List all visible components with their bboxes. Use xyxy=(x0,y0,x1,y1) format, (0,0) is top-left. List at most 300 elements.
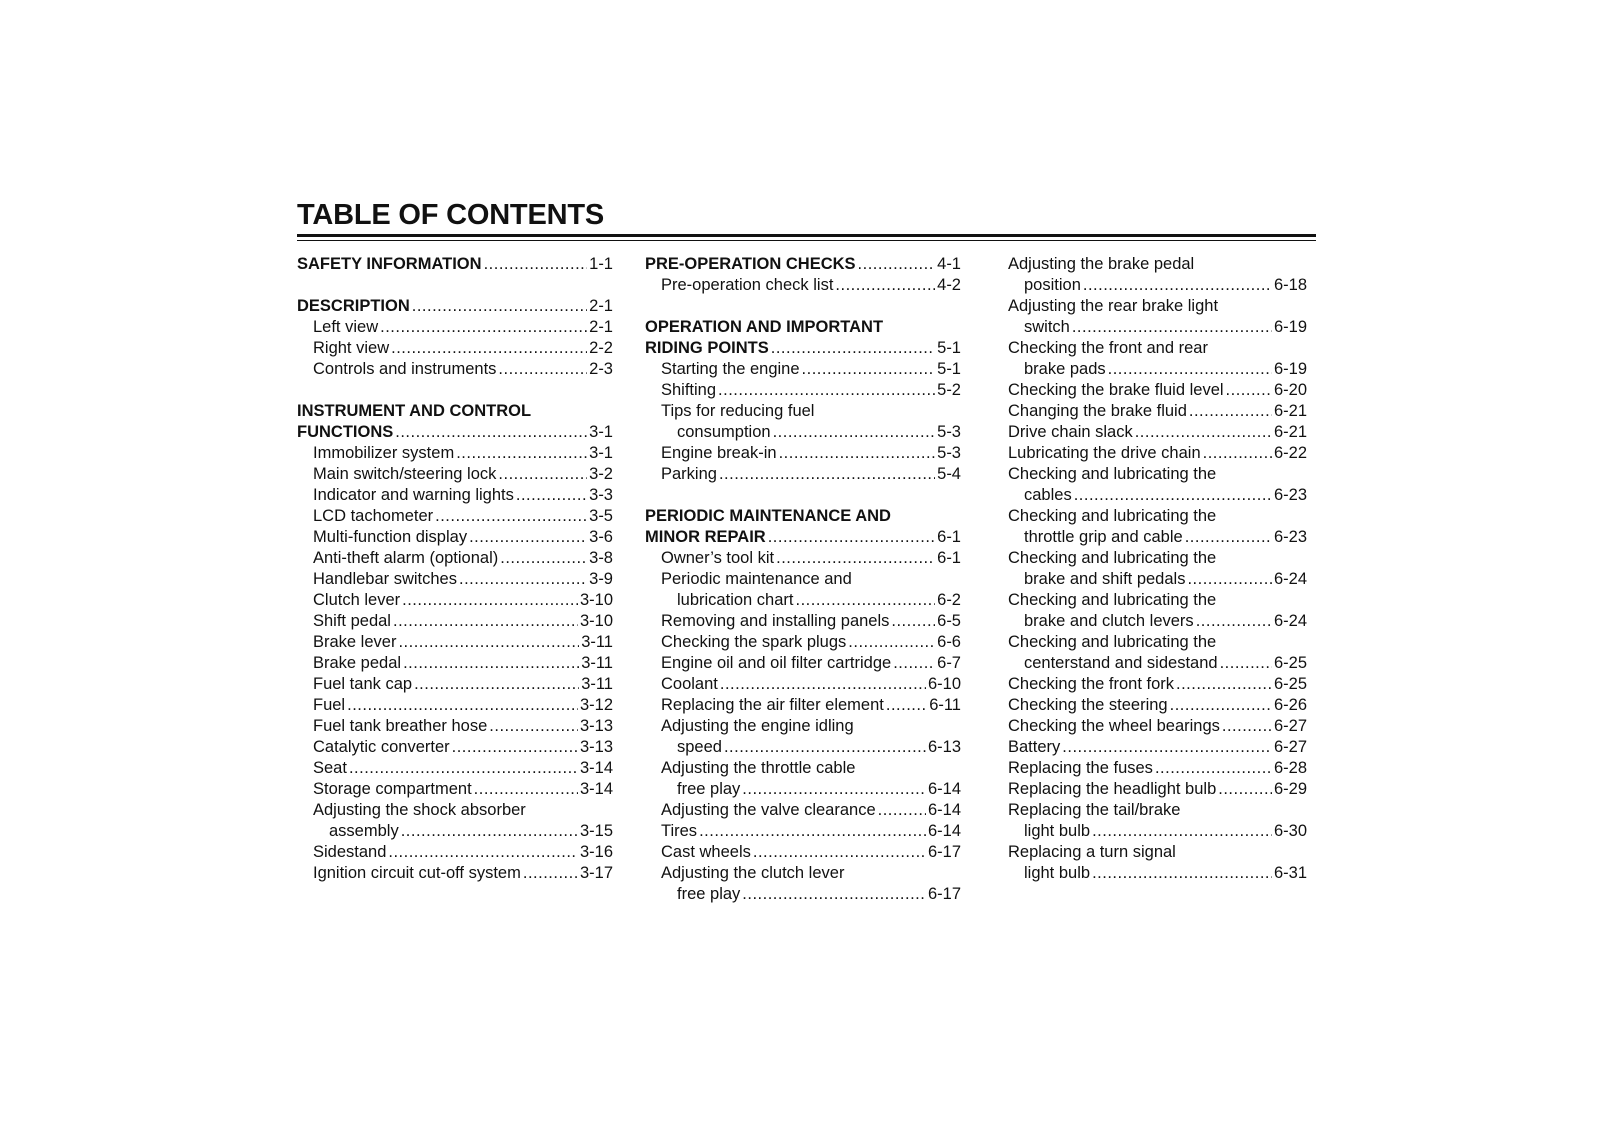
toc-entry xyxy=(1008,380,1307,401)
toc-page-number: 3-1 xyxy=(589,444,613,462)
toc-entry-label: SAFETY INFORMATION xyxy=(297,255,482,273)
dot-leader xyxy=(720,674,926,695)
toc-entry-label: Main switch/steering lock xyxy=(313,465,497,483)
toc-entry xyxy=(645,632,961,653)
toc-entry-label: Adjusting the valve clearance xyxy=(661,801,876,819)
toc-entry-label: Fuel tank breather hose xyxy=(313,717,488,735)
toc-entry xyxy=(297,695,613,716)
dot-leader xyxy=(776,548,935,569)
toc-page-number: 6-19 xyxy=(1273,360,1307,378)
toc-page-number: 6-29 xyxy=(1273,780,1307,798)
toc-entry xyxy=(1008,548,1307,569)
toc-entry xyxy=(645,758,961,779)
toc-entry-label: Checking and lubricating the xyxy=(1008,507,1217,525)
toc-entry-label: Controls and instruments xyxy=(313,360,497,378)
dot-leader xyxy=(1185,527,1272,548)
dot-leader xyxy=(802,359,936,380)
toc-entry-label: lubrication chart xyxy=(677,591,794,609)
toc-page-number: 2-3 xyxy=(589,360,613,378)
dot-leader xyxy=(1135,422,1272,443)
dot-leader xyxy=(469,527,587,548)
toc-entry-label: free play xyxy=(677,885,741,903)
toc-entry xyxy=(1008,275,1307,296)
toc-page-number: 6-27 xyxy=(1273,738,1307,756)
toc-entry-label: Coolant xyxy=(661,675,718,693)
dot-leader xyxy=(1218,779,1272,800)
dot-leader xyxy=(484,254,588,275)
toc-entry xyxy=(297,758,613,779)
toc-entry-label: MINOR REPAIR xyxy=(645,528,766,546)
toc-entry-label: Shift pedal xyxy=(313,612,391,630)
toc-entry-label: Adjusting the throttle cable xyxy=(661,759,856,777)
toc-entry xyxy=(297,338,613,359)
toc-entry xyxy=(645,569,961,590)
dot-leader xyxy=(435,506,587,527)
toc-entry xyxy=(1008,296,1307,317)
toc-page-number: 6-11 xyxy=(929,696,961,714)
toc-entry-label: Seat xyxy=(313,759,347,777)
toc-entry xyxy=(297,569,613,590)
toc-entry-label: Starting the engine xyxy=(661,360,800,378)
toc-entry-label: light bulb xyxy=(1024,822,1091,840)
toc-entry xyxy=(645,653,961,674)
toc-entry-label: OPERATION AND IMPORTANT xyxy=(645,318,884,336)
toc-entry xyxy=(297,800,613,821)
toc-entry xyxy=(645,275,961,296)
dot-leader xyxy=(699,821,926,842)
toc-entry xyxy=(645,800,961,821)
toc-page-number: 3-11 xyxy=(581,633,613,651)
toc-section-heading xyxy=(297,296,613,317)
toc-entry-label: Replacing the tail/brake xyxy=(1008,801,1181,819)
dot-leader xyxy=(724,737,926,758)
dot-leader xyxy=(835,275,935,296)
toc-entry-label: Catalytic converter xyxy=(313,738,450,756)
toc-entry-label: Periodic maintenance and xyxy=(661,570,852,588)
toc-entry-label: cables xyxy=(1024,486,1072,504)
toc-entry-label: Engine oil and oil filter cartridge xyxy=(661,654,892,672)
toc-section-heading xyxy=(645,254,961,275)
toc-entry xyxy=(1008,842,1307,863)
toc-entry xyxy=(297,821,613,842)
toc-entry xyxy=(1008,401,1307,422)
dot-leader xyxy=(893,653,935,674)
toc-entry xyxy=(1008,737,1307,758)
toc-page-number: 6-6 xyxy=(937,633,961,651)
toc-page-number: 3-17 xyxy=(579,864,613,882)
toc-entry xyxy=(297,716,613,737)
toc-page-number: 6-30 xyxy=(1273,822,1307,840)
toc-entry-label: Checking the wheel bearings xyxy=(1008,717,1220,735)
toc-entry-label: Checking the steering xyxy=(1008,696,1168,714)
section-gap xyxy=(297,275,613,296)
toc-entry-label: Handlebar switches xyxy=(313,570,457,588)
section-gap xyxy=(645,296,961,317)
toc-entry-label: Immobilizer system xyxy=(313,444,455,462)
dot-leader xyxy=(1189,401,1272,422)
section-gap xyxy=(645,485,961,506)
toc-page-number: 6-24 xyxy=(1273,570,1307,588)
toc-entry xyxy=(645,779,961,800)
toc-entry xyxy=(297,842,613,863)
toc-entry xyxy=(1008,464,1307,485)
toc-entry-label: Replacing a turn signal xyxy=(1008,843,1176,861)
dot-leader xyxy=(498,464,587,485)
toc-page-number: 6-13 xyxy=(927,738,961,756)
toc-entry xyxy=(1008,863,1307,884)
toc-entry-label: Replacing the fuses xyxy=(1008,759,1153,777)
toc-page-number: 3-14 xyxy=(579,759,613,777)
toc-page-number: 6-19 xyxy=(1273,318,1307,336)
dot-leader xyxy=(742,884,926,905)
toc-section-heading xyxy=(645,506,961,527)
toc-entry xyxy=(1008,758,1307,779)
toc-page-number: 3-15 xyxy=(579,822,613,840)
toc-page-number: 6-28 xyxy=(1273,759,1307,777)
toc-entry-label: throttle grip and cable xyxy=(1024,528,1183,546)
toc-entry xyxy=(645,380,961,401)
dot-leader xyxy=(771,338,935,359)
toc-page-number: 6-23 xyxy=(1273,528,1307,546)
toc-page-number: 5-4 xyxy=(937,465,961,483)
dot-leader xyxy=(1074,485,1272,506)
toc-page-number: 6-26 xyxy=(1273,696,1307,714)
toc-entry-label: Checking and lubricating the xyxy=(1008,549,1217,567)
toc-entry-label: Adjusting the clutch lever xyxy=(661,864,845,882)
toc-page-number: 5-3 xyxy=(937,423,961,441)
toc-entry xyxy=(645,359,961,380)
toc-page-number: 6-14 xyxy=(927,822,961,840)
toc-page-number: 4-1 xyxy=(937,255,961,273)
toc-page-number: 3-8 xyxy=(589,549,613,567)
dot-leader xyxy=(1226,380,1272,401)
toc-entry xyxy=(645,716,961,737)
dot-leader xyxy=(1108,359,1272,380)
toc-entry-label: centerstand and sidestand xyxy=(1024,654,1218,672)
toc-entry-label: Checking the front and rear xyxy=(1008,339,1208,357)
toc-entry xyxy=(1008,506,1307,527)
dot-leader xyxy=(380,317,587,338)
toc-page-number: 3-9 xyxy=(589,570,613,588)
dot-leader xyxy=(753,842,926,863)
dot-leader xyxy=(489,716,578,737)
toc-entry-label: Engine break-in xyxy=(661,444,777,462)
toc-entry xyxy=(645,737,961,758)
toc-entry-label: consumption xyxy=(677,423,771,441)
toc-entry xyxy=(1008,695,1307,716)
toc-entry-label: position xyxy=(1024,276,1081,294)
toc-entry xyxy=(645,548,961,569)
toc-entry xyxy=(1008,254,1307,275)
toc-page-number: 6-27 xyxy=(1273,717,1307,735)
dot-leader xyxy=(401,821,578,842)
dot-leader xyxy=(393,611,578,632)
toc-entry xyxy=(1008,800,1307,821)
toc-page-number: 6-1 xyxy=(937,549,961,567)
toc-entry xyxy=(645,821,961,842)
dot-leader xyxy=(719,464,935,485)
dot-leader xyxy=(347,695,578,716)
dot-leader xyxy=(388,842,578,863)
toc-entry xyxy=(297,464,613,485)
dot-leader xyxy=(1222,716,1272,737)
toc-page-number: 5-2 xyxy=(937,381,961,399)
toc-section-heading xyxy=(645,338,961,359)
toc-entry-label: Adjusting the shock absorber xyxy=(313,801,526,819)
toc-page-number: 6-31 xyxy=(1273,864,1307,882)
toc-entry xyxy=(297,779,613,800)
toc-page-number: 1-1 xyxy=(589,255,613,273)
toc-entry-label: Owner’s tool kit xyxy=(661,549,775,567)
dot-leader xyxy=(858,254,936,275)
toc-entry xyxy=(297,863,613,884)
toc-page-number: 3-16 xyxy=(579,843,613,861)
toc-page-number: 3-13 xyxy=(579,738,613,756)
toc-entry-label: Pre-operation check list xyxy=(661,276,834,294)
dot-leader xyxy=(1187,569,1272,590)
toc-entry-label: Brake lever xyxy=(313,633,397,651)
toc-entry xyxy=(645,842,961,863)
toc-entry-label: Parking xyxy=(661,465,717,483)
toc-section-heading xyxy=(645,317,961,338)
toc-entry-label: Anti-theft alarm (optional) xyxy=(313,549,499,567)
toc-entry-label: Replacing the air filter element xyxy=(661,696,884,714)
toc-entry-label: Checking the brake fluid level xyxy=(1008,381,1224,399)
dot-leader xyxy=(878,800,926,821)
toc-entry xyxy=(297,611,613,632)
toc-page-number: 6-7 xyxy=(937,654,961,672)
toc-entry-label: Fuel tank cap xyxy=(313,675,413,693)
toc-page-number: 6-14 xyxy=(927,801,961,819)
dot-leader xyxy=(768,527,935,548)
toc-page-number: 5-1 xyxy=(937,339,961,357)
toc-entry-label: Clutch lever xyxy=(313,591,401,609)
toc-entry-label: Checking and lubricating the xyxy=(1008,591,1217,609)
dot-leader xyxy=(1220,653,1272,674)
toc-entry-label: Adjusting the brake pedal xyxy=(1008,255,1195,273)
toc-page-number: 3-13 xyxy=(579,717,613,735)
toc-entry xyxy=(297,359,613,380)
dot-leader xyxy=(1176,674,1272,695)
toc-entry xyxy=(297,632,613,653)
dot-leader xyxy=(1072,317,1272,338)
toc-entry-label: Replacing the headlight bulb xyxy=(1008,780,1217,798)
toc-page-number: 3-14 xyxy=(579,780,613,798)
toc-section-heading xyxy=(297,422,613,443)
toc-entry-label: Tires xyxy=(661,822,698,840)
toc-page-number: 2-2 xyxy=(589,339,613,357)
dot-leader xyxy=(414,674,579,695)
toc-page-number: 6-21 xyxy=(1273,402,1307,420)
toc-entry-label: free play xyxy=(677,780,741,798)
dot-leader xyxy=(459,569,587,590)
dot-leader xyxy=(456,443,587,464)
toc-entry-label: Battery xyxy=(1008,738,1061,756)
toc-page-number: 4-2 xyxy=(937,276,961,294)
dot-leader xyxy=(398,632,579,653)
toc-entry xyxy=(1008,611,1307,632)
toc-page-number: 3-1 xyxy=(589,423,613,441)
toc-entry xyxy=(1008,485,1307,506)
toc-entry-label: Drive chain slack xyxy=(1008,423,1133,441)
toc-page-number: 6-18 xyxy=(1273,276,1307,294)
toc-page-number: 6-10 xyxy=(927,675,961,693)
toc-entry xyxy=(645,443,961,464)
toc-page-number: 2-1 xyxy=(589,297,613,315)
toc-entry xyxy=(297,317,613,338)
toc-page-number: 6-17 xyxy=(927,843,961,861)
toc-page-number: 6-24 xyxy=(1273,612,1307,630)
toc-entry xyxy=(1008,338,1307,359)
dot-leader xyxy=(403,653,579,674)
toc-page-number: 5-3 xyxy=(937,444,961,462)
toc-entry xyxy=(645,884,961,905)
toc-entry xyxy=(1008,716,1307,737)
dot-leader xyxy=(516,485,587,506)
toc-entry xyxy=(645,422,961,443)
toc-entry-label: Right view xyxy=(313,339,390,357)
dot-leader xyxy=(773,422,936,443)
toc-entry xyxy=(645,401,961,422)
toc-entry-label: Adjusting the rear brake light xyxy=(1008,297,1219,315)
toc-page-number: 6-14 xyxy=(927,780,961,798)
dot-leader xyxy=(523,863,578,884)
toc-entry-label: Fuel xyxy=(313,696,346,714)
toc-entry-label: Checking the spark plugs xyxy=(661,633,847,651)
dot-leader xyxy=(886,695,927,716)
toc-entry xyxy=(645,695,961,716)
toc-entry xyxy=(1008,527,1307,548)
toc-entry-label: assembly xyxy=(329,822,399,840)
toc-page-number: 6-25 xyxy=(1273,654,1307,672)
toc-entry-label: Shifting xyxy=(661,381,717,399)
toc-entry xyxy=(1008,359,1307,380)
toc-entry-label: Adjusting the engine idling xyxy=(661,717,854,735)
toc-section-heading xyxy=(645,527,961,548)
toc-entry xyxy=(1008,674,1307,695)
toc-entry xyxy=(297,506,613,527)
dot-leader xyxy=(779,443,936,464)
dot-leader xyxy=(1092,863,1272,884)
toc-entry xyxy=(645,863,961,884)
toc-entry-label: Checking and lubricating the xyxy=(1008,633,1217,651)
toc-entry-label: FUNCTIONS xyxy=(297,423,394,441)
toc-section-heading xyxy=(297,254,613,275)
toc-entry xyxy=(1008,632,1307,653)
toc-entry xyxy=(1008,317,1307,338)
toc-entry-label: Multi-function display xyxy=(313,528,468,546)
toc-page-number: 6-20 xyxy=(1273,381,1307,399)
dot-leader xyxy=(402,590,578,611)
toc-entry-label: Cast wheels xyxy=(661,843,751,861)
toc-entry-label: Checking the front fork xyxy=(1008,675,1174,693)
toc-entry xyxy=(1008,569,1307,590)
toc-entry-label: brake pads xyxy=(1024,360,1106,378)
toc-page-number: 6-5 xyxy=(937,612,961,630)
toc-entry-label: DESCRIPTION xyxy=(297,297,410,315)
toc-entry xyxy=(297,674,613,695)
toc-entry xyxy=(297,590,613,611)
toc-entry xyxy=(1008,590,1307,611)
toc-page-number: 3-2 xyxy=(589,465,613,483)
toc-entry xyxy=(645,611,961,632)
toc-entry xyxy=(645,590,961,611)
page-title: TABLE OF CONTENTS xyxy=(297,199,604,231)
toc-page-number: 3-12 xyxy=(579,696,613,714)
dot-leader xyxy=(742,779,926,800)
toc-entry xyxy=(1008,779,1307,800)
toc-page-number: 6-2 xyxy=(937,591,961,609)
dot-leader xyxy=(848,632,935,653)
dot-leader xyxy=(412,296,587,317)
toc-page-number: 6-1 xyxy=(937,528,961,546)
toc-page-number: 6-25 xyxy=(1273,675,1307,693)
dot-leader xyxy=(1083,275,1272,296)
dot-leader xyxy=(395,422,587,443)
toc-entry-label: brake and shift pedals xyxy=(1024,570,1186,588)
dot-leader xyxy=(349,758,578,779)
dot-leader xyxy=(452,737,578,758)
toc-entry xyxy=(1008,653,1307,674)
toc-entry xyxy=(1008,443,1307,464)
toc-entry-label: RIDING POINTS xyxy=(645,339,769,357)
toc-entry xyxy=(297,443,613,464)
title-rule-thin xyxy=(297,240,1316,241)
dot-leader xyxy=(391,338,587,359)
toc-entry xyxy=(297,527,613,548)
toc-entry xyxy=(297,485,613,506)
toc-entry-label: Storage compartment xyxy=(313,780,472,798)
toc-entry xyxy=(297,548,613,569)
section-gap xyxy=(297,380,613,401)
toc-page-number: 6-23 xyxy=(1273,486,1307,504)
toc-entry-label: LCD tachometer xyxy=(313,507,434,525)
toc-entry-label: light bulb xyxy=(1024,864,1091,882)
toc-page-number: 3-11 xyxy=(581,675,613,693)
toc-entry-label: PERIODIC MAINTENANCE AND xyxy=(645,507,891,525)
toc-entry-label: Checking and lubricating the xyxy=(1008,465,1217,483)
dot-leader xyxy=(500,548,587,569)
toc-entry xyxy=(1008,821,1307,842)
dot-leader xyxy=(1092,821,1272,842)
toc-entry-label: Left view xyxy=(313,318,379,336)
dot-leader xyxy=(474,779,578,800)
toc-column-1 xyxy=(297,254,613,884)
toc-section-heading xyxy=(297,401,613,422)
toc-entry xyxy=(645,464,961,485)
dot-leader xyxy=(1062,737,1272,758)
toc-entry-label: Tips for reducing fuel xyxy=(661,402,815,420)
toc-entry-label: Indicator and warning lights xyxy=(313,486,514,504)
toc-page-number: 5-1 xyxy=(937,360,961,378)
dot-leader xyxy=(1196,611,1272,632)
toc-column-2 xyxy=(645,254,961,905)
toc-page-number: 6-17 xyxy=(927,885,961,903)
toc-entry-label: Changing the brake fluid xyxy=(1008,402,1187,420)
toc-page-number: 3-5 xyxy=(589,507,613,525)
toc-page-number: 3-10 xyxy=(579,591,613,609)
toc-entry xyxy=(297,653,613,674)
toc-page-number: 3-10 xyxy=(579,612,613,630)
toc-entry-label: brake and clutch levers xyxy=(1024,612,1194,630)
title-rule-thick xyxy=(297,234,1316,237)
toc-entry-label: switch xyxy=(1024,318,1070,336)
toc-entry-label: Brake pedal xyxy=(313,654,402,672)
dot-leader xyxy=(795,590,935,611)
toc-page-number: 2-1 xyxy=(589,318,613,336)
toc-entry xyxy=(297,737,613,758)
toc-entry-label: Lubricating the drive chain xyxy=(1008,444,1201,462)
